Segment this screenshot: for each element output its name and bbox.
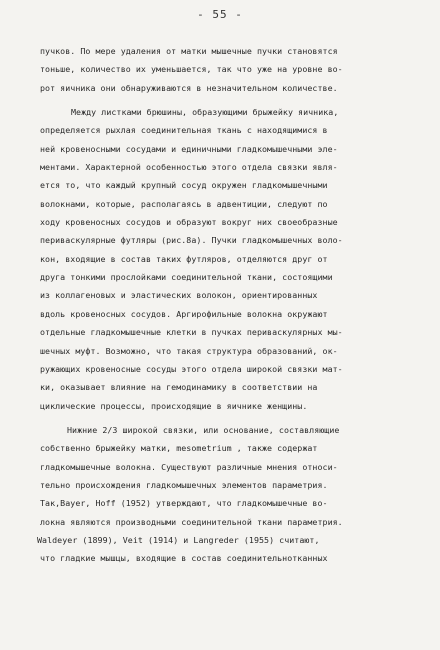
text-line: из коллагеновых и эластических волокон, ориентированных bbox=[40, 290, 318, 301]
text-line: ходу кровеносных сосудов и образуют вокруг них своеобразные bbox=[40, 217, 338, 228]
text-line: Так,Bayer, Hoff (1952) утверждают, что гладкомышечные во- bbox=[40, 498, 328, 509]
text-line: вдоль кровеносных сосудов. Аргирофильные волокна окружают bbox=[40, 308, 328, 319]
text-line: тельно происхождения гладкомышечных элементов параметрия. bbox=[40, 479, 328, 490]
text-line: ется то, что каждый крупный сосуд окружен гладкомышечными bbox=[40, 180, 328, 191]
text-line: отдельные гладкомышечные клетки в пучках периваскулярных мы- bbox=[40, 327, 343, 338]
text-line: ментами. Характерной особенностью этого отдела связки явля- bbox=[40, 162, 338, 173]
paragraph-2 bbox=[40, 103, 415, 415]
text-line: циклические процессы, происходящие в яичнике женщины. bbox=[40, 400, 308, 411]
text-line: волокнами, которые, располагаясь в адвентиции, следуют по bbox=[40, 198, 328, 209]
text-line: ней кровеносными сосудами и единичными гладкомышечными эле- bbox=[40, 143, 338, 154]
text-line: Между листками брюшины, образующими брыжейку яичника, bbox=[71, 107, 339, 118]
text-line: определяется рыхлая соединительная ткань с находящимися в bbox=[40, 125, 328, 136]
body-text bbox=[37, 42, 415, 568]
text-line: шечных муфт. Возможно, что такая структура образований, ок- bbox=[40, 345, 338, 356]
text-line: тоньше, количество их уменьшается, так что уже на уровне во- bbox=[40, 64, 343, 75]
text-line: Нижние 2/3 широкой связки, или основание, составляющие bbox=[67, 424, 340, 435]
text-line: ружающих кровеносные сосуды этого отдела широкой связки мат- bbox=[40, 363, 343, 374]
text-line: Waldeyer (1899), Veit (1914) и Langreder (1955) считают, bbox=[37, 534, 320, 545]
text-line: кон, входящие в состав таких футляров, отделяются друг от bbox=[40, 253, 328, 264]
text-line: друга тонкими прослойками соединительной ткани, состоящими bbox=[40, 272, 333, 283]
paragraph-3 bbox=[37, 421, 415, 568]
text-line: ки, оказывает влияние на гемодинамику в соответствии на bbox=[40, 382, 318, 393]
text-line: гладкомышечные волокна. Существуют различные мнения относи- bbox=[40, 461, 338, 472]
page-number: - 55 - bbox=[197, 8, 243, 21]
text-line: локна являются производными соединительной ткани параметрия. bbox=[40, 516, 343, 527]
text-line: рот яичника они обнаруживаются в незначительном количестве. bbox=[40, 82, 338, 93]
text-line: собственно брыжейку матки, mesometrium , также содержат bbox=[40, 443, 318, 454]
text-line: пучков. По мере удаления от матки мышечные пучки становятся bbox=[40, 46, 338, 56]
text-line: периваскулярные футляры (рис.8а). Пучки гладкомышечных воло- bbox=[40, 235, 343, 246]
text-line: что гладкие мышцы, входящие в состав соединительнотканных bbox=[40, 553, 328, 564]
paragraph-1 bbox=[40, 42, 415, 97]
